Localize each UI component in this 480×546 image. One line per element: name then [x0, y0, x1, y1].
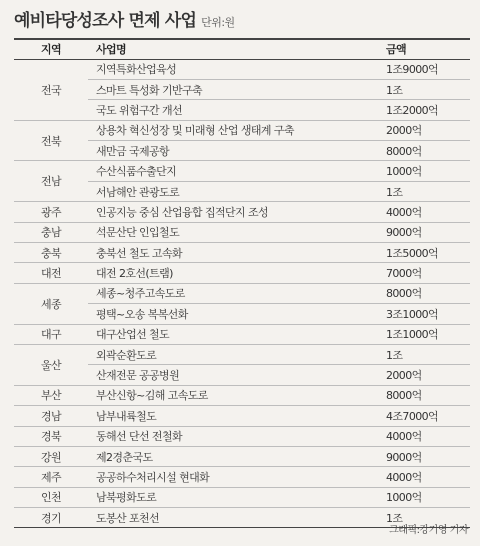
region-cell: 광주: [14, 202, 88, 222]
table-row: [14, 283, 470, 303]
project-cell: 제2경춘국도: [88, 446, 378, 466]
project-cell: 스마트 특성화 기반구축: [88, 79, 378, 99]
amount-cell: 7000억: [378, 263, 470, 283]
table-row: [14, 406, 470, 426]
table-row: [14, 467, 470, 487]
project-cell: 외곽순환도로: [88, 344, 378, 364]
table-row: [14, 446, 470, 466]
table-row: [14, 120, 470, 140]
region-cell: 제주: [14, 467, 88, 487]
amount-cell: 3조1000억: [378, 304, 470, 324]
project-cell: 산재전문 공공병원: [88, 365, 378, 385]
table-row: [14, 426, 470, 446]
table-row: [14, 202, 470, 222]
project-cell: 국도 위험구간 개선: [88, 100, 378, 120]
column-header-project: 사업명: [88, 39, 378, 59]
amount-cell: 1000억: [378, 487, 470, 507]
amount-cell: 1조2000억: [378, 100, 470, 120]
region-cell: 부산: [14, 385, 88, 405]
page-title: 예비타당성조사 면제 사업: [14, 11, 197, 31]
region-cell: 전북: [14, 120, 88, 161]
project-cell: 세종~청주고속도로: [88, 283, 378, 303]
project-cell: 대전 2호선(트램): [88, 263, 378, 283]
region-cell: 경기: [14, 508, 88, 528]
table-row: [14, 59, 470, 79]
project-cell: 상용차 혁신성장 및 미래형 산업 생태계 구축: [88, 120, 378, 140]
project-cell: 석문산단 인입철도: [88, 222, 378, 242]
amount-cell: 9000억: [378, 222, 470, 242]
table-row: [14, 344, 470, 364]
amount-cell: 8000억: [378, 141, 470, 161]
region-cell: 강원: [14, 446, 88, 466]
unit-label: 단위:원: [201, 16, 235, 29]
table-body: [14, 59, 470, 528]
column-header-amount: 금액: [378, 39, 470, 59]
amount-cell: 1조9000억: [378, 59, 470, 79]
amount-cell: 1조: [378, 508, 470, 528]
amount-cell: 1조: [378, 79, 470, 99]
amount-cell: 4000억: [378, 202, 470, 222]
project-cell: 대구산업선 철도: [88, 324, 378, 344]
amount-cell: 4000억: [378, 467, 470, 487]
column-header-region: 지역: [14, 39, 88, 59]
table-row: [14, 487, 470, 507]
region-cell: 세종: [14, 283, 88, 324]
region-cell: 충남: [14, 222, 88, 242]
project-cell: 동해선 단선 전철화: [88, 426, 378, 446]
project-cell: 충북선 철도 고속화: [88, 243, 378, 263]
table-row: [14, 161, 470, 181]
table-row: [14, 385, 470, 405]
table-header-row: [14, 39, 470, 59]
table-row: [14, 324, 470, 344]
amount-cell: 1조1000억: [378, 324, 470, 344]
project-cell: 도봉산 포천선: [88, 508, 378, 528]
table-row: [14, 222, 470, 242]
project-cell: 지역특화산업육성: [88, 59, 378, 79]
amount-cell: 2000억: [378, 365, 470, 385]
project-cell: 인공지능 중심 산업융합 집적단지 조성: [88, 202, 378, 222]
amount-cell: 4000억: [378, 426, 470, 446]
table-row: [14, 263, 470, 283]
project-cell: 새만금 국제공항: [88, 141, 378, 161]
amount-cell: 8000억: [378, 283, 470, 303]
project-cell: 평택~오송 복복선화: [88, 304, 378, 324]
project-cell: 수산식품수출단지: [88, 161, 378, 181]
region-cell: 전국: [14, 59, 88, 120]
project-cell: 서남해안 관광도로: [88, 181, 378, 201]
amount-cell: 2000억: [378, 120, 470, 140]
amount-cell: 4조7000억: [378, 406, 470, 426]
table-row: [14, 243, 470, 263]
amount-cell: 9000억: [378, 446, 470, 466]
project-cell: 남북평화도로: [88, 487, 378, 507]
project-cell: 공공하수처리시설 현대화: [88, 467, 378, 487]
amount-cell: 1조: [378, 344, 470, 364]
region-cell: 대구: [14, 324, 88, 344]
amount-cell: 1조5000억: [378, 243, 470, 263]
title-row: [14, 6, 235, 32]
exemption-table: [14, 38, 470, 528]
region-cell: 울산: [14, 344, 88, 385]
region-cell: 충북: [14, 243, 88, 263]
region-cell: 경북: [14, 426, 88, 446]
amount-cell: 1조: [378, 181, 470, 201]
region-cell: 전남: [14, 161, 88, 202]
graphic-credit: 그래픽:강기영 기자: [389, 525, 468, 536]
project-cell: 남부내륙철도: [88, 406, 378, 426]
amount-cell: 8000억: [378, 385, 470, 405]
amount-cell: 1000억: [378, 161, 470, 181]
region-cell: 경남: [14, 406, 88, 426]
region-cell: 인천: [14, 487, 88, 507]
project-cell: 부산신항~김해 고속도로: [88, 385, 378, 405]
region-cell: 대전: [14, 263, 88, 283]
